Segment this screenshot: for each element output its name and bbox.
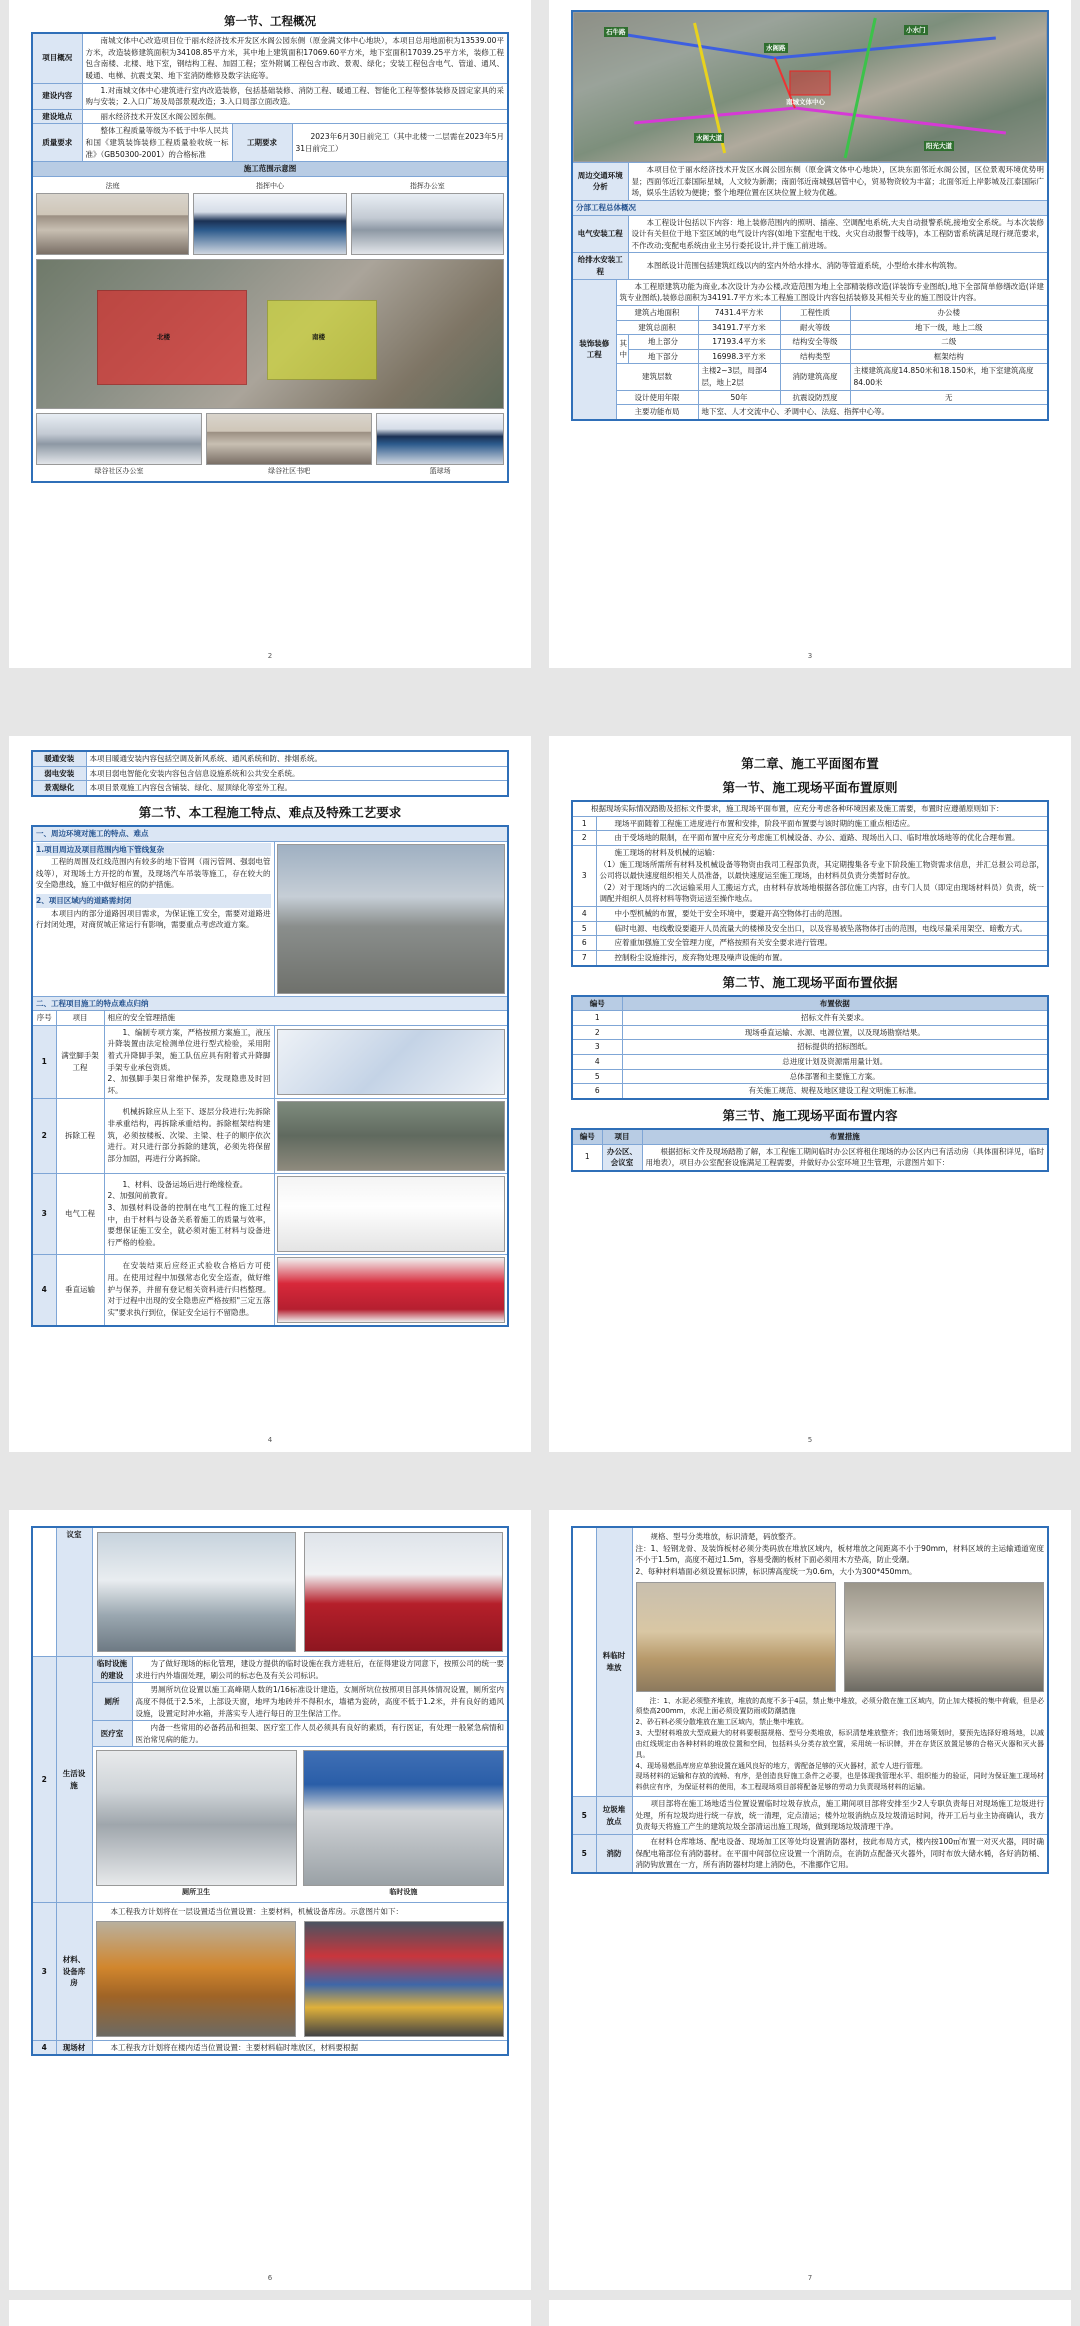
principles-table (571, 800, 1049, 967)
spec-row (572, 364, 1048, 390)
row-label: 给排水安装工程 (572, 253, 628, 279)
row-number: 5 (572, 1069, 622, 1084)
table-row (32, 751, 508, 766)
spec-value: 地下一级，地上二级 (850, 320, 1048, 335)
table-row (32, 1025, 508, 1098)
table-row (32, 109, 508, 124)
point-title: 2、项目区域内的道路需封闭 (36, 894, 271, 908)
spec-label: 建筑占地面积 (616, 305, 698, 320)
column-header: 编号 (572, 996, 622, 1011)
row-label: 质量要求 (32, 124, 82, 162)
material-photos (636, 1582, 1045, 1692)
spec-value: 34191.7平方米 (698, 320, 780, 335)
row-label: 建设地点 (32, 109, 82, 124)
map-label: 水阁路 (766, 44, 786, 52)
row-text: 项目部将在施工场地适当位置设置临时垃圾存放点，施工期间项目部将安排至少2人专职负责每日对现场施工垃圾进行处理，所有垃圾均进行统一存放，统一清理，定点清运；楼外垃圾消纳点及垃圾清运时间，待开工后与业主协商确认，我方负责每天将施工产生的建筑垃圾全部清运出施工现场，做到现场垃圾清理干净。 (632, 1797, 1048, 1835)
row-text: 本工程我方计划将在一层设置适当位置设置：主要材料，机械设备库房。示意图片如下： (110, 1907, 403, 1917)
row-text: 本工程原建筑功能为商业,本次设计为办公楼,改造范围为地上全部精装修改造(详装饰专业图纸),地下全部简单修缮改造(详建筑专业图纸),装修总面积为34191.7平方米;本工程施工图设计内容包括装修及其相关专业的施工图设计内容。 (616, 279, 1048, 305)
row-number: 5 (572, 921, 596, 936)
table-row (572, 950, 1048, 965)
item-name: 电气工程 (56, 1173, 104, 1254)
document-page-5 (549, 736, 1071, 1452)
row-label: 装饰装修工程 (572, 279, 616, 420)
temporary-facility-photo (303, 1750, 504, 1886)
row-text: 现场平面随着工程施工进度进行布置和安排，阶段平面布置要与该时期的施工重点相适应。 (596, 816, 1048, 831)
row-label: 厕所 (92, 1683, 132, 1721)
row-number: 1 (572, 1144, 602, 1171)
row-text: 有关施工规范、规程及地区建设工程文明施工标准。 (622, 1084, 1048, 1099)
row-text: 丽水经济技术开发区水阁公园东侧。 (82, 109, 508, 124)
table-row (572, 200, 1048, 215)
row-text: 本项目位于丽水经济技术开发区水阁公园东侧（原金满文体中心地块），区块东面邻近水阁公园，区位景观环境优势明显；西面邻近江泰国际星城，人文较为新潮；南面邻近南城强居管中心，贸易物资较为丰富；北面邻近上岸影城及江泰国际广场，娱乐生活较为便捷；整个地理位置在区块位置上较为优越。 (628, 163, 1048, 201)
row-text: 男厕所坑位设置以施工高峰期人数的1/16标准设计建造，女厕所坑位按照项目部具体情况设置，厕所室内高度不得低于2.5米，上部设天窗，地坪为地砖并不得积水，墙裙为瓷砖，高度不低于1.2米，并有良好的通风设施，设置定时冲水箱，并落实专人进行每日的卫生保洁工作。 (132, 1683, 508, 1721)
table-row (572, 907, 1048, 922)
row-text: 本项目暖通安装内容包括空调及新风系统、通风系统和防、排烟系统。 (86, 751, 508, 766)
row-label: 建设内容 (32, 83, 82, 109)
spec-value: 7431.4平方米 (698, 305, 780, 320)
community-bookbar-photo (206, 413, 372, 465)
row-text: 注：1、水泥必须整齐堆放，堆放的高度不多于4层，禁止集中堆放，必须分散在施工区域内，防止加大楼板的集中荷载，但是必须垫高200mm，水泥上面必须设置防雨或防潮措施 2、砂石料必须分散堆放在施工区域内，禁止集中堆放。 3、大型材料堆放大型成最大的材料要根据规格、型号分类堆放，标识清楚堆放整齐；我们违场策划时，要预先选择好堆场地，以减由红线规定由各种材料的堆放位置和空间，包括料头分类存放空置，采用统一标识牌，并在存货区放置足够的合格灭火器和灭火器具。 4、现场易燃品库房应单独设置在通风良好的地方，需配备足够的灭火器材，派专人进行管理。 现场材料的运输和存放的流畅、有序，是创造良好施工条件之必要，也是体现我管理水平、组织能力的验证，同时为保证施工现场材料供应有序，为保证材料的使用，本工程现场项目部将配备足够的劳动力负责现场材料的运输。 (635, 1696, 1044, 1792)
facility-photos (96, 1750, 505, 1886)
spec-value: 16998.3平方米 (698, 349, 780, 364)
spec-row (572, 320, 1048, 335)
row-number: 5 (572, 1834, 596, 1872)
table-row (572, 1527, 1048, 1797)
spec-row (572, 390, 1048, 405)
row-number: 2 (572, 1025, 622, 1040)
row-text: 在材料仓库堆场、配电设备、现场加工区等处均设置消防器材，按此布局方式，楼内按100㎡布置一对灭火器，同时确保配电箱部位有消防器材。在平面中间部位应设置一个消防点，在消防点配备灭火器外，同时布放大储水桶，各好消防桶、消防钩放置在一方，所有消防器材均建上消防色，不准挪作它用。 (632, 1834, 1048, 1872)
item-text: 机械拆除应从上至下、逐层分段进行;先拆除非承重结构，再拆除承重结构。拆除框架结构建筑，必须按楼板、次梁、主梁、柱子的顺序依次进行。对只进行部分拆除的建筑，必须先将保留部分加固，再进行分离拆除。 (104, 1098, 274, 1173)
table-row (32, 766, 508, 781)
item-name: 垂直运输 (56, 1254, 104, 1326)
command-office-photo (351, 193, 504, 255)
column-header: 相应的安全管理措施 (104, 1011, 508, 1026)
table-row (572, 816, 1048, 831)
table-row (32, 781, 508, 796)
covered-material-photo (844, 1582, 1044, 1692)
row-text: 内备一些常用的必备药品和担架、医疗室工作人员必须具有良好的素质，有行医证，有处理一般紧急病情和医治常见病的能力。 (132, 1721, 508, 1747)
row-label: 料临时堆放 (596, 1527, 632, 1797)
facility-captions (96, 1886, 505, 1899)
table-row (572, 936, 1048, 951)
document-page-9 (549, 2300, 1071, 2326)
table-row (572, 801, 1048, 816)
row-number: 3 (572, 1040, 622, 1055)
section-title: 第一节、施工现场平面布置原则 (722, 780, 898, 795)
row-text: 总体部署和主要施工方案。 (622, 1069, 1048, 1084)
row-text: 2023年6月30日前完工（其中北楼一二层需在2023年5月31日前完工） (292, 124, 508, 162)
hoist-photo (277, 1257, 506, 1323)
sand-pile-photo (636, 1582, 836, 1692)
table-row (32, 1721, 508, 1747)
photo-row-bottom (36, 413, 504, 478)
row-label: 医疗室 (92, 1721, 132, 1747)
subsection-title: 分部工程总体概况 (572, 200, 1048, 215)
table-row (572, 845, 1048, 906)
table-row (572, 1069, 1048, 1084)
photo-caption: 绿谷社区办公室 (94, 466, 144, 475)
section-title: 第三节、施工现场平面布置内容 (722, 1107, 898, 1123)
location-map (573, 12, 1047, 162)
material-store-photo (96, 1921, 296, 2037)
page-number: 3 (807, 652, 813, 660)
group-label: 生活设施 (56, 1657, 92, 1903)
toilet-photo (96, 1750, 297, 1886)
equipment-store-photo (304, 1921, 504, 2037)
row-text: 规格、型号分类堆放，标识清楚，码放整齐。 注：1、轻钢龙骨、及装饰板材必须分类码放在堆放区域内，板材堆放之间距离不小于90mm，材料区域的主运输通道宽度不小于1.5m，高度不超过1.5m，容易受潮的板材下面必须用木方垫高，防止受潮。 2、每种材料墙面必须设置标识牌，标识牌高度统一为0.6m，大小为300*450mm。 (635, 1532, 1044, 1576)
column-header: 编号 (572, 1129, 602, 1144)
table-row (32, 2040, 508, 2055)
row-text: 临时电源、电线敷设要避开人员流量大的楼梯及安全出口，以及容易被坠落物体打击的范围，电线尽量采用架空、暗敷方式。 (596, 921, 1048, 936)
row-text: 南城文体中心改造项目位于丽水经济技术开发区水阁公园东侧（原金满文体中心地块），本项目总用地面积为13539.00平方米，改造装修建筑面积为34108.85平方米，其中地上建筑面积17069.60平方米，地下室面积17039.25平方米，装修工程包含南楼、北楼、地下室，钢结构工程、加固工程；室外附属工程包含市政、景观、绿化；安装工程包含电气、管道、通风、暖通、电梯、抗震支架、地下室消防维修及数字法庭等。 (82, 33, 508, 83)
row-label: 垃圾堆放点 (596, 1797, 632, 1835)
document-page-6 (9, 1510, 531, 2290)
overview-table (31, 32, 509, 483)
page-number: 5 (807, 1436, 813, 1444)
photo-caption: 指挥办公室 (409, 181, 445, 190)
photo-caption: 厕所卫生 (182, 1888, 211, 1897)
item-number: 2 (32, 1098, 56, 1173)
zone-label: 南楼 (312, 332, 325, 341)
row-text: 应着重加强施工安全管理力度，严格按照有关安全要求进行管理。 (596, 936, 1048, 951)
row-text: 1.对南城文体中心建筑进行室内改造装修，包括基础装修、消防工程、暖通工程、智能化工程等整体装修及固定家具的采购与安装；2.入口广场及局部景观改造；3.入口局部立面改造。 (82, 83, 508, 109)
item-number: 3 (32, 1173, 56, 1254)
row-label: 暖通安装 (32, 751, 86, 766)
features-table (31, 825, 509, 1327)
table-row (32, 1254, 508, 1326)
row-label: 办公区、会议室 (602, 1144, 642, 1171)
spec-label: 地下部分 (628, 349, 698, 364)
item-name: 满堂脚手架工程 (56, 1025, 104, 1098)
map-label: 水阁大道 (696, 134, 722, 142)
table-row (32, 1747, 508, 1903)
column-header: 布置依据 (622, 996, 1048, 1011)
spec-label: 建筑层数 (616, 364, 698, 390)
point-text: 本项目内的部分道路因项目需求，为保证施工安全，需要对道路进行封闭处理，对商贸城正常运行有影响，需要重点考虑改道方案。 (36, 908, 271, 930)
row-text: 本图纸设计范围包括建筑红线以内的室内外给水排水、消防等管道系统，小型给水排水构筑物。 (628, 253, 1048, 279)
table-row (572, 279, 1048, 305)
section-title: 第二节、本工程施工特点、难点及特殊工艺要求 (138, 804, 402, 820)
table-header (572, 1129, 1048, 1144)
row-text: 招标提供的招标图纸。 (622, 1040, 1048, 1055)
spec-label: 消防建筑高度 (780, 364, 850, 390)
row-number: 6 (572, 936, 596, 951)
table-row (32, 1657, 508, 1683)
photo-row-top (36, 180, 504, 255)
row-number: 5 (572, 1797, 596, 1835)
point-text: 工程的周围及红线范围内有较多的地下管网（雨污管网、强弱电管线等），对现场土方开挖的布置，及现场汽车吊装等施工，存在较大的安全隐患线，施工中做好相应的防护措施。 (36, 857, 271, 890)
basketball-court-photo (376, 413, 504, 465)
table-row (572, 253, 1048, 279)
row-text: 本工程设计包括以下内容：地上装修范围内的照明、插座、空调配电系统,大夫自动报警系统,接地安全系统。与本次装修设计有关但位于地下室区域的电气设计内容(如地下室配电干线、火灾自动报警干线等)，本工程防雷系统满足现行规范要求，不作改动;变配电系统由业主另行委托设计,并于施工前进场。 (628, 215, 1048, 253)
row-number: 3 (572, 845, 596, 906)
row-label: 现场材 (56, 2040, 92, 2055)
electrical-box-photo (277, 1176, 506, 1252)
table-row (32, 1173, 508, 1254)
subsection-title: 二、工程项目施工的特点难点归纳 (32, 996, 508, 1011)
spec-label: 结构安全等级 (780, 335, 850, 350)
row-number: 1 (572, 1011, 622, 1026)
document-page-4 (9, 736, 531, 1452)
page-number: 2 (267, 652, 273, 660)
store-photos (96, 1921, 505, 2037)
spec-row (572, 305, 1048, 320)
meeting-table-photo (304, 1532, 503, 1652)
table-row (572, 1055, 1048, 1070)
document-page-2 (9, 0, 531, 668)
scaffold-photo (277, 1029, 506, 1095)
table-row (572, 1834, 1048, 1872)
spec-value: 主楼2~3层，局部4层，地上2层 (698, 364, 780, 390)
table-row (572, 1144, 1048, 1171)
row-number: 2 (32, 1657, 56, 1903)
subsection-title: 一、周边环境对施工的特点、难点 (32, 826, 508, 841)
page-number: 7 (807, 2274, 813, 2282)
item-number: 1 (32, 1025, 56, 1098)
environment-table (571, 10, 1049, 421)
row-number: 2 (572, 831, 596, 846)
photo-caption: 指挥中心 (255, 181, 284, 190)
column-header: 项目 (602, 1129, 642, 1144)
photo-caption: 临时设施 (389, 1888, 418, 1897)
road-overlay (574, 13, 1046, 162)
row-label: 消防 (596, 1834, 632, 1872)
row-text: 现场垂直运输、水源、电源位置，以及现场勘察结果。 (622, 1025, 1048, 1040)
item-text: 1、编制专项方案，严格按照方案施工，液压升降装置由法定检测单位进行型式检验，采用附着式升降脚手架，施工队伍应具有附着式升降脚手架专业承包资质。 2、加强脚手架日常维护保养，发现隐患及时回坏。 (104, 1025, 274, 1098)
section-title: 第二节、施工现场平面布置依据 (722, 974, 898, 990)
map-label: 南城文体中心 (786, 98, 825, 106)
row-number: 4 (32, 2040, 56, 2055)
zone-label: 北楼 (157, 332, 170, 341)
row-text: 本项目弱电智能化安装内容包含信息设施系统和公共安全系统。 (86, 766, 508, 781)
row-number: 7 (572, 950, 596, 965)
spec-label: 抗震设防烈度 (780, 390, 850, 405)
row-text: 本工程我方计划将在楼内适当位置设置：主要材料临时堆放区，材料要根据 (92, 2040, 508, 2055)
table-row (572, 163, 1048, 201)
spec-label: 结构类型 (780, 349, 850, 364)
point-title: 1.项目周边及项目范围内地下管线复杂 (36, 843, 271, 857)
command-center-photo (193, 193, 346, 255)
photo-caption: 篮球场 (429, 466, 451, 475)
table-row (32, 124, 508, 162)
table-row (572, 1797, 1048, 1835)
table-row (32, 1903, 508, 2041)
spec-label: 工程性质 (780, 305, 850, 320)
spec-row (572, 405, 1048, 420)
spec-label: 耐火等级 (780, 320, 850, 335)
page-number: 6 (267, 2274, 273, 2282)
photo-caption: 绿谷社区书吧 (268, 466, 311, 475)
row-text: 本项目景观施工内容包含铺装、绿化、屋顶绿化等室外工程。 (86, 781, 508, 796)
aerial-photo (36, 259, 504, 409)
row-number: 1 (572, 816, 596, 831)
table-row (32, 1527, 508, 1657)
table-row (32, 826, 508, 841)
intro-text: 根据现场实际情况踏勘及招标文件要求，施工现场平面布置，应充分考虑各种环境因素及施工需要，布置时应遵循原则如下： (572, 801, 1048, 816)
row-text: 中小型机械的布置，要处于安全环境中，要避开高空物体打击的范围。 (596, 907, 1048, 922)
photo-caption: 法庭 (105, 181, 120, 190)
spec-label: 建筑总面积 (616, 320, 698, 335)
spec-value: 主楼建筑高度14.850米和18.150米，地下室建筑高度84.00米 (850, 364, 1048, 390)
section-title: 第一节、工程概况 (224, 14, 316, 28)
row-text: 由于受场地的限制，在平面布置中应充分考虑施工机械设备、办公、道路、现场出入口、临时堆放场地等的优化合理布置。 (596, 831, 1048, 846)
basis-table (571, 995, 1049, 1100)
spec-value: 框架结构 (850, 349, 1048, 364)
chapter-title: 第二章、施工平面图布置 (741, 756, 879, 771)
row-label: 周边交通环境分析 (572, 163, 628, 201)
site-photo (277, 844, 506, 994)
spec-value: 办公楼 (850, 305, 1048, 320)
table-header (572, 996, 1048, 1011)
row-text: 施工现场的材料及机械的运输： （1）施工现场所需所有材料及机械设备等物资由我司工程部负责，其定期搜集各专业下阶段施工物资需求信息，并汇总报公司总部，公司将以最快速度组织相关人员准备，以最快速度运至施工现场，由材料员负责分类暂时存放。 （2）对于现场内的二次运输采用人工搬运方式，由材料存放场地根据各部位施工内容，由专门人员（即定由现场材料员）负责，统一调配并组织人员将材料等物资运送至操作地点。 (596, 845, 1048, 906)
row-text: 控制粉尘设施排污，废弃物处理及噪声设施的布置。 (596, 950, 1048, 965)
spec-label: 主要功能布局 (616, 405, 698, 420)
row-label: 弱电安装 (32, 766, 86, 781)
item-name: 拆除工程 (56, 1098, 104, 1173)
community-office-photo (36, 413, 202, 465)
row-label: 电气安装工程 (572, 215, 628, 253)
table-row (32, 162, 508, 177)
spec-value: 地下室、人才交流中心、矛调中心、法庭、指挥中心等。 (698, 405, 1048, 420)
table-row (572, 11, 1048, 163)
map-label: 石牛路 (606, 28, 626, 36)
document-page-3 (549, 0, 1071, 668)
row-text: 为了做好现场的标化管理，建设方提供的临时设施在我方进驻后，在征得建设方同意下，按照公司的统一要求进行内外墙面处理，刷公司的标志色及有关公司标识。 (132, 1657, 508, 1683)
table-row (572, 1011, 1048, 1026)
row-label: 项目概况 (32, 33, 82, 83)
spec-label: 设计使用年限 (616, 390, 698, 405)
materials-table (571, 1526, 1049, 1874)
table-row (572, 1040, 1048, 1055)
table-row (32, 176, 508, 481)
page-number: 4 (267, 1436, 273, 1444)
table-row (32, 83, 508, 109)
table-row (572, 1084, 1048, 1099)
spec-label: 其中 (616, 335, 628, 364)
row-text: 整体工程质量等级为不低于中华人民共和国《建筑装饰装修工程质量验收统一标准》（GB50300-2001）的合格标准 (82, 124, 232, 162)
row-text: 招标文件有关要求。 (622, 1011, 1048, 1026)
meeting-photos (97, 1532, 504, 1652)
row-label: 议室 (56, 1527, 92, 1657)
column-header: 布置措施 (642, 1129, 1048, 1144)
item-number: 4 (32, 1254, 56, 1326)
document-page-8 (9, 2300, 531, 2326)
table-row (32, 1683, 508, 1721)
spec-label: 地上部分 (628, 335, 698, 350)
table-row (572, 921, 1048, 936)
content-table (571, 1128, 1049, 1172)
table-row (572, 1025, 1048, 1040)
spec-row (572, 335, 1048, 350)
row-number: 4 (572, 907, 596, 922)
row-text: 根据招标文件及现场踏勘了解，本工程施工期间临时办公区将租住现场的办公区内已有活动房（具体面积详见，临时用地表），项目办公室配套设施满足工程需要，并做好办公室环境卫生管理，示意图片如下： (642, 1144, 1048, 1171)
diagram-title: 施工范围示意图 (32, 162, 508, 177)
row-number: 6 (572, 1084, 622, 1099)
table-row (32, 996, 508, 1011)
column-header: 序号 (32, 1011, 56, 1026)
spec-value: 50年 (698, 390, 780, 405)
row-label: 材料、设备库房 (56, 1903, 92, 2041)
spec-value: 17193.4平方米 (698, 335, 780, 350)
row-number: 4 (572, 1055, 622, 1070)
spec-value: 无 (850, 390, 1048, 405)
item-text: 1、材料、设备运场后进行绝缘检查。 2、加强间前教育。 3、加强材料设备的控制在电气工程的施工过程中，由于材料与设备关系着施工的质量与效率，要想保证施工安全，就必须对施工材料与设备进行严格的检验。 (104, 1173, 274, 1254)
row-label: 景观绿化 (32, 781, 86, 796)
table-row (32, 841, 508, 996)
north-building-zone (97, 290, 247, 385)
meeting-room-photo (97, 1532, 296, 1652)
spec-row (572, 349, 1048, 364)
facilities-table (31, 1526, 509, 2056)
row-label: 工期要求 (232, 124, 292, 162)
map-label: 阳光大道 (926, 142, 952, 150)
install-table (31, 750, 509, 797)
table-header (32, 1011, 508, 1026)
table-row (32, 1098, 508, 1173)
row-label: 临时设施的建设 (92, 1657, 132, 1683)
spec-value: 二级 (850, 335, 1048, 350)
demolition-photo (277, 1101, 506, 1171)
row-number: 3 (32, 1903, 56, 2041)
table-row (572, 215, 1048, 253)
item-text: 在安装结束后应经正式验收合格后方可使用。在使用过程中加强常态化安全巡查，做好维护与保养，并留有登记相关资料进行归档整理。对于过程中出现的安全隐患应严格按照"三定五落实"要求执行到位，保证安全运行不留隐患。 (104, 1254, 274, 1326)
map-label: 小水门 (906, 26, 926, 34)
document-page-7 (549, 1510, 1071, 2290)
table-row (32, 33, 508, 83)
column-header: 项目 (56, 1011, 104, 1026)
table-row (572, 831, 1048, 846)
row-text: 总进度计划及资源需用量计划。 (622, 1055, 1048, 1070)
courtroom-photo (36, 193, 189, 255)
